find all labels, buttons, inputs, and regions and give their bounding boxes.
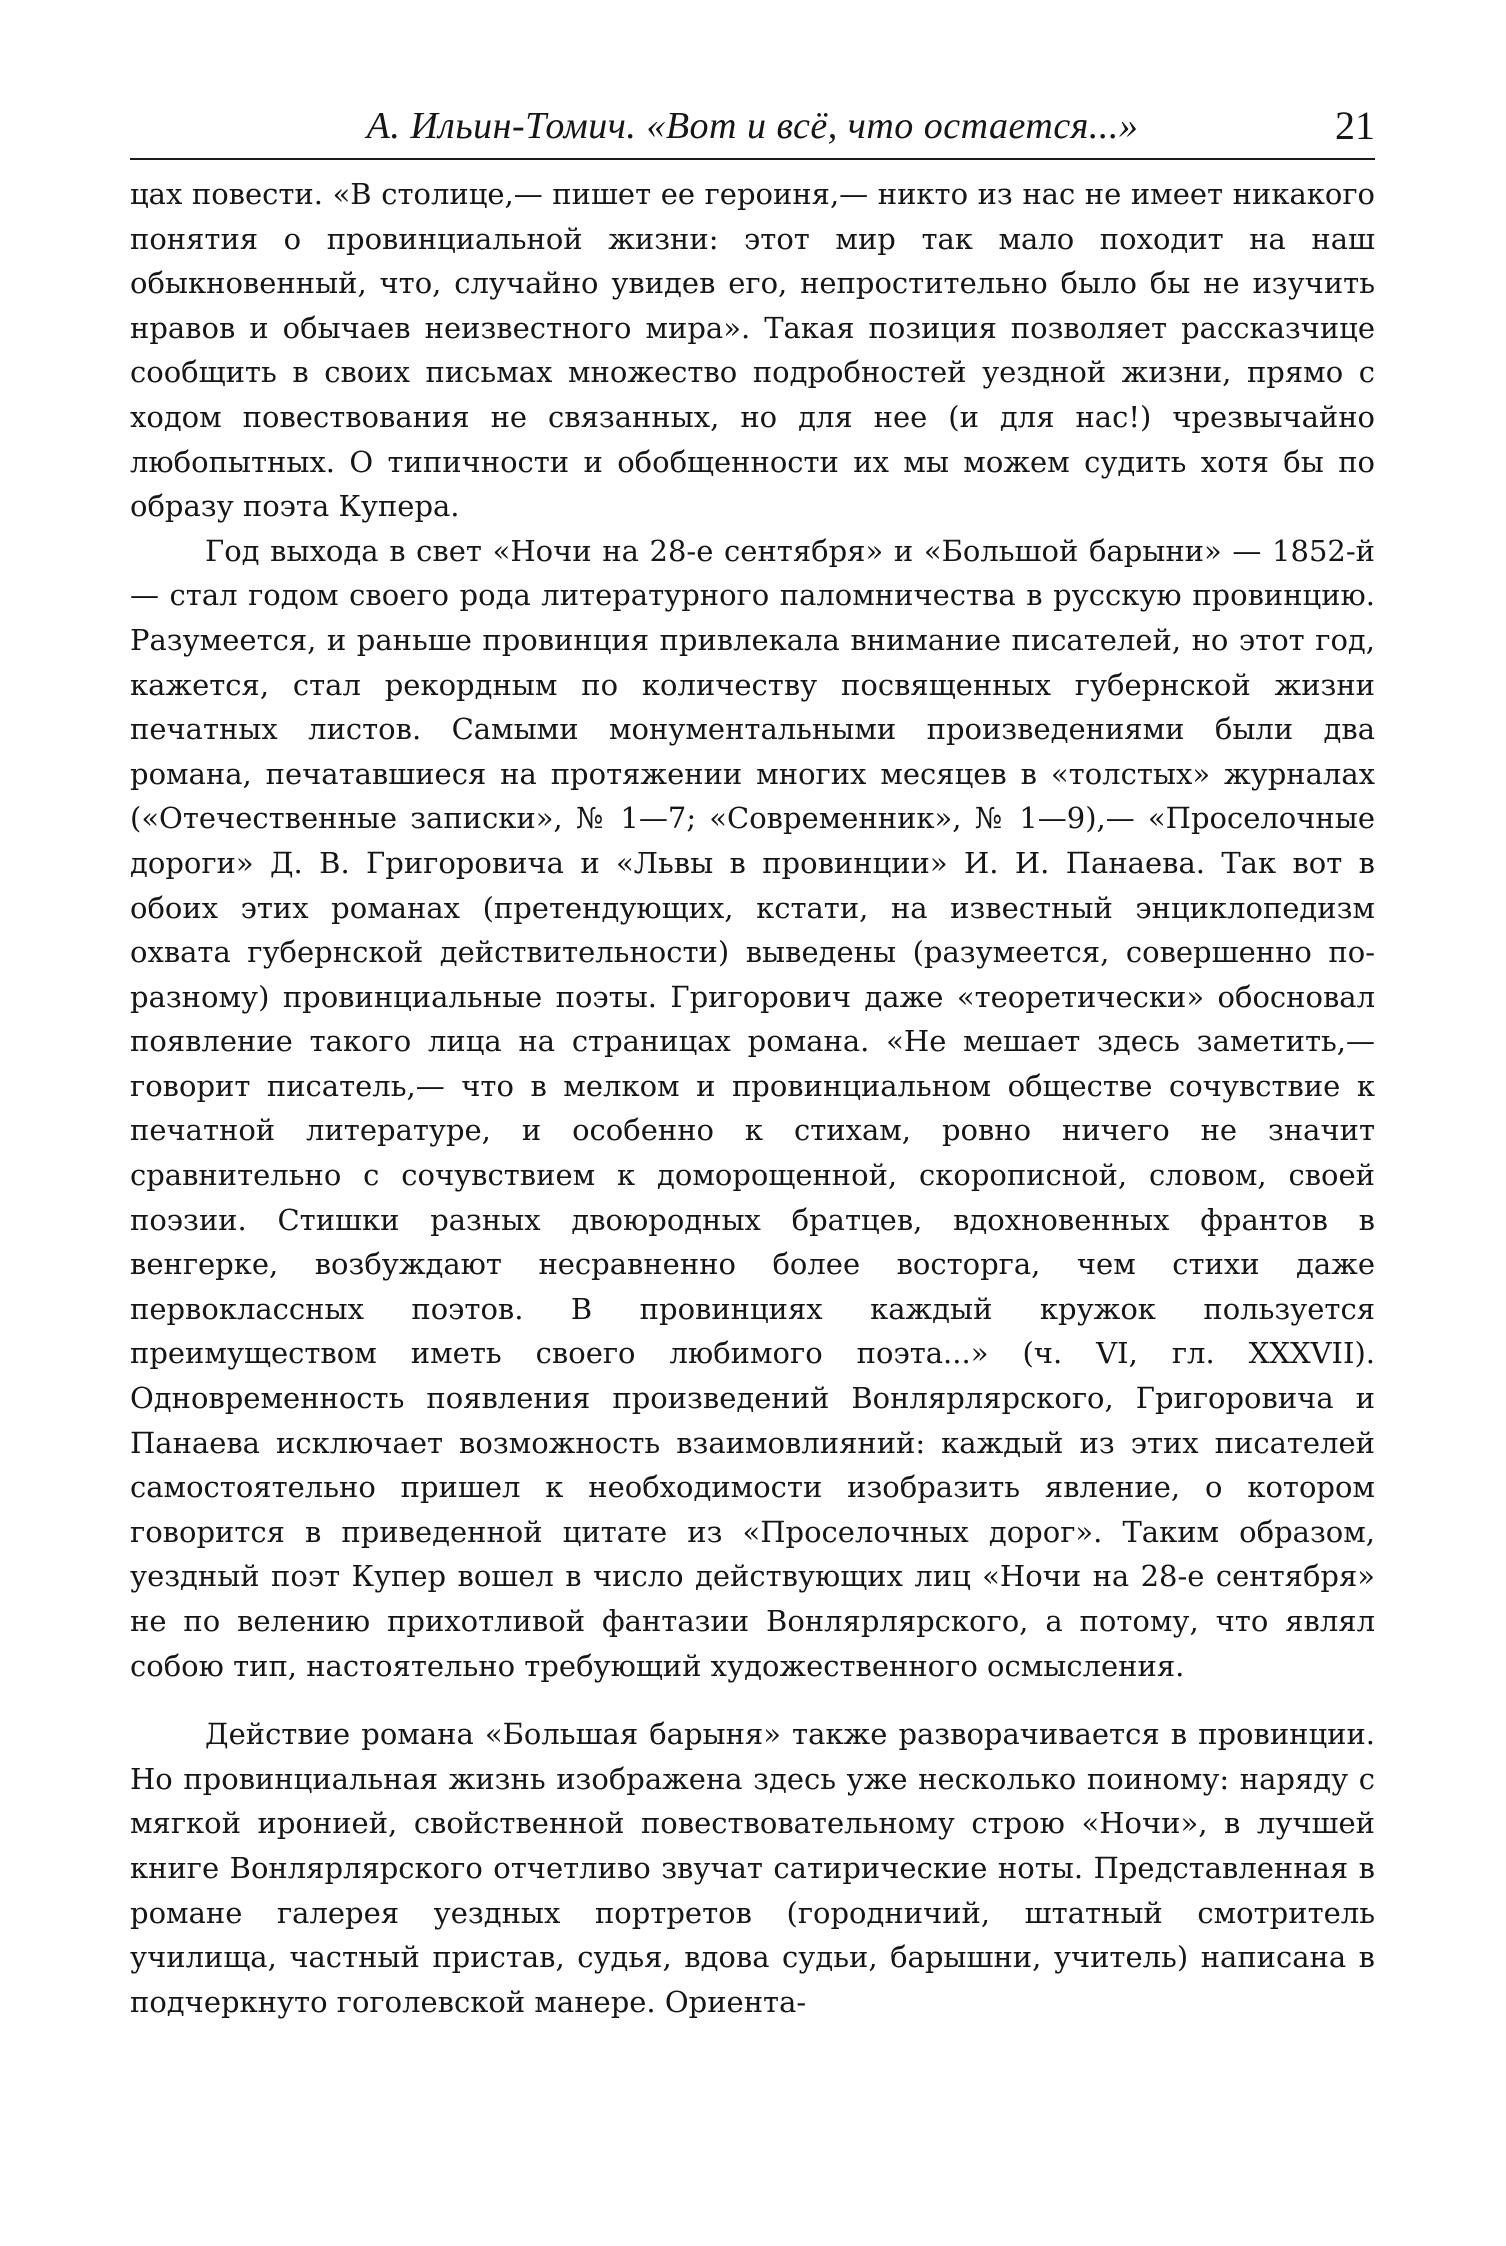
paragraph-continued: цах повести. «В столице,— пишет ее героиня,— никто из нас не имеет никакого понятия о провинциальной жизни: этот мир так мало походит на наш обыкновенный, что, случайно увидев его, непростительно было бы не изучить нравов и обычаев неизвестного мира». Такая позиция позволяет рассказчице сообщить в своих письмах множество подробностей уездной жизни, прямо с ходом повествования не связанных, но для нее (и для нас!) чрезвычайно любопытных. О типичности и обобщенности их мы можем судить хотя бы по образу поэта Купера. [130, 177, 1375, 524]
paragraph-bolshaya-barynya: Действие романа «Большая барыня» также разворачивается в провинции. Но провинциальная жизнь изображена здесь уже несколько поиному: наряду с мягкой иронией, свойственной повествовательному строю «Ночи», в лучшей книге Вонлярлярского отчетливо звучат сатирические ноты. Представленная в романе галерея уездных портретов (городничий, штатный смотритель училища, частный пристав, судья, вдова судьи, барышни, учитель) написана в подчеркнуто гоголевской манере. Ориента- [130, 1717, 1375, 2019]
book-page [130, 92, 1375, 2024]
page-number: 21 [1335, 103, 1375, 148]
running-title: А. Ильин-Томич. «Вот и всё, что остается...» [366, 105, 1139, 147]
running-head [130, 92, 1375, 160]
body-text [130, 172, 1375, 2024]
paragraph-1852: Год выхода в свет «Ночи на 28-е сентября» и «Большой барыни» — 1852-й — стал годом своего рода литературного паломничества в русскую провинцию. Разумеется, и раньше провинция привлекала внимание писателей, но этот год, кажется, стал рекордным по количеству посвященных губернской жизни печатных листов. Самыми монументальными произведениями были два романа, печатавшиеся на протяжении многих месяцев в «толстых» журналах («Отечественные записки», № 1—7; «Современник», № 1—9),— «Проселочные дороги» Д. В. Григоровича и «Львы в провинции» И. И. Панаева. Так вот в обоих этих романах (претендующих, кстати, на известный энциклопедизм охвата губернской действительности) выведены (разумеется, совершенно по-разному) провинциальные поэты. Григорович даже «теоретически» обосновал появление такого лица на страницах романа. «Не мешает здесь заметить,— говорит писатель,— что в мелком и провинциальном обществе сочувствие к печатной литературе, и особенно к стихам, ровно ничего не значит сравнительно с сочувствием к доморощенной, скорописной, словом, своей поэзии. Стишки разных двоюродных братцев, вдохновенных франтов в венгерке, возбуждают несравненно более восторга, чем стихи даже первоклассных поэтов. В провинциях каждый кружок пользуется преимуществом иметь своего любимого поэта...» (ч. VI, гл. XXXVII). Одновременность появления произведений Вонлярлярского, Григоровича и Панаева исключает возможность взаимовлияний: каждый из этих писателей самостоятельно пришел к необходимости изобразить явление, о котором говорится в приведенной цитате из «Проселочных дорог». Таким образом, уездный поэт Купер вошел в число действующих лиц «Ночи на 28-е сентября» не по велению прихотливой фантазии Вонлярлярского, а потому, что являл собою тип, настоятельно требующий художественного осмысления. [130, 533, 1375, 1683]
